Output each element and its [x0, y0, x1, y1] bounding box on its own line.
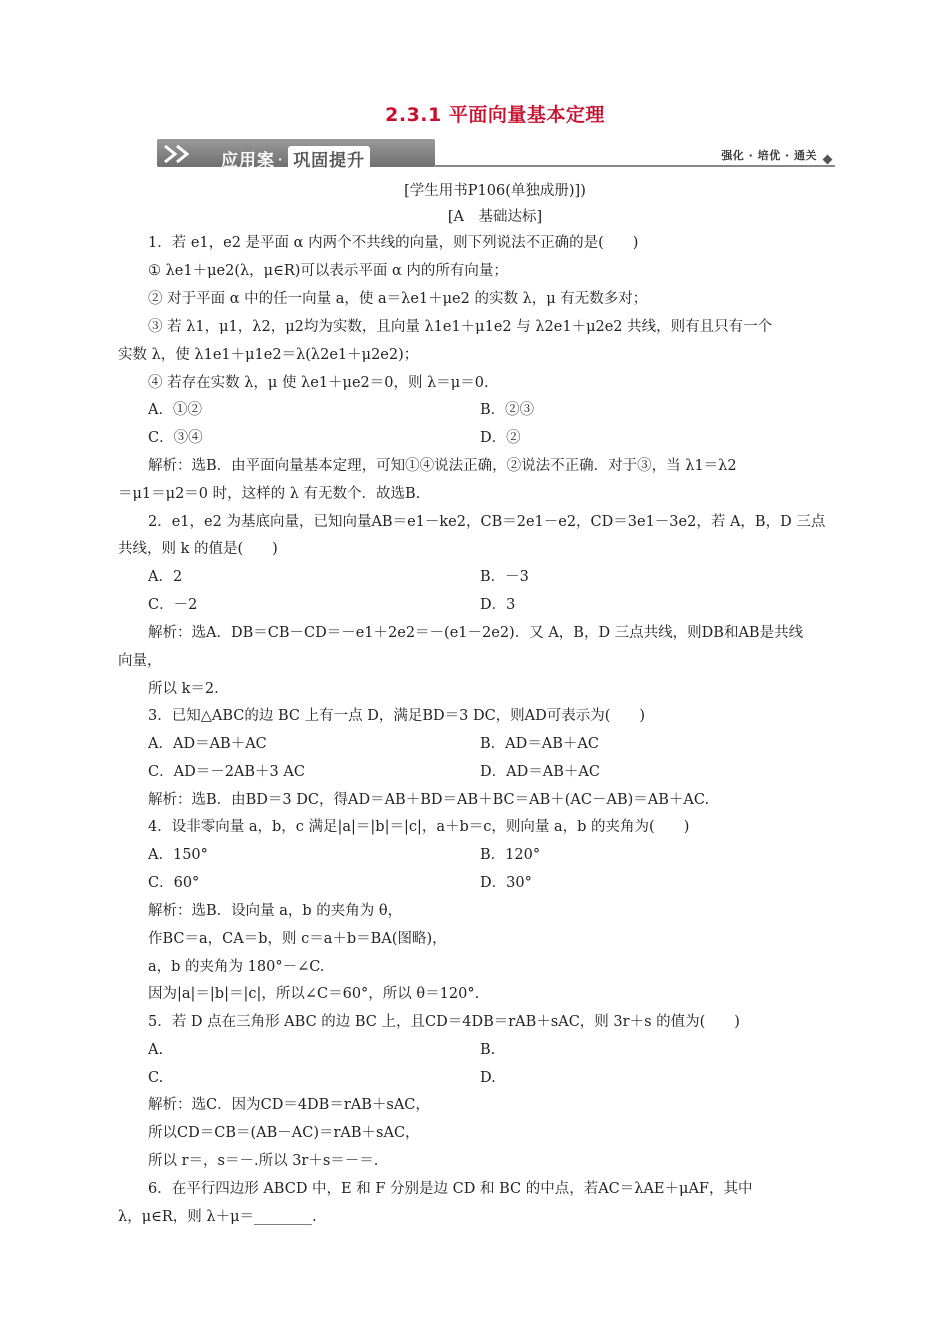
- option-d: D.: [480, 1070, 496, 1086]
- statement-3: ③ 若 λ1，μ1，λ2，μ2均为实数，且向量 λ1e1＋μ1e2 与 λ2e1＋μ2e2 共线，则有且只有一个: [148, 319, 773, 335]
- option-d: D．AD＝AB＋AC: [480, 764, 600, 780]
- diamond-icon: [823, 155, 833, 165]
- solution-2-conclusion: 所以 k＝2.: [148, 681, 219, 697]
- question-4: 4．设非零向量 a，b，c 满足|a|＝|b|＝|c|，a＋b＝c，则向量 a，b 的夹角为( ): [148, 819, 690, 835]
- option-c: C．－2: [148, 597, 198, 613]
- banner-rule: [435, 165, 835, 167]
- solution-1-cont: ＝μ1＝μ2＝0 时，这样的 λ 有无数个．故选B.: [118, 486, 421, 502]
- double-chevron-icon: [163, 145, 203, 163]
- solution-1: 解析：选B．由平面向量基本定理，可知①④说法正确，②说法不正确．对于③，当 λ1＝λ2: [148, 458, 737, 474]
- option-c: C．③④: [148, 430, 203, 446]
- banner-left-label: 应用案: [221, 151, 275, 171]
- statement-4: ④ 若存在实数 λ，μ 使 λe1＋μe2＝0，则 λ＝μ＝0.: [148, 375, 489, 391]
- solution-5: 解析：选C．因为CD＝4DB＝rAB＋sAC，: [148, 1097, 430, 1113]
- solution-5-step-1: 所以CD＝CB＝(AB－AC)＝rAB＋sAC，: [148, 1125, 420, 1141]
- option-c: C．60°: [148, 875, 200, 891]
- option-b: B.: [480, 1042, 496, 1058]
- solution-2: 解析：选A．DB＝CB－CD＝－e1＋2e2＝－(e1－2e2)．又 A，B，D 三点共线，则DB和AB是共线: [148, 625, 804, 641]
- option-a: A．150°: [148, 847, 208, 863]
- option-a: A．2: [148, 569, 183, 585]
- page-title: 2.3.1 平面向量基本定理: [385, 104, 605, 126]
- option-a: A.: [148, 1042, 164, 1058]
- option-a: A．AD＝AB＋AC: [148, 736, 267, 752]
- statement-1: ① λe1＋μe2(λ，μ∈R)可以表示平面 α 内的所有向量；: [148, 263, 508, 279]
- question-6-cont: λ，μ∈R，则 λ＋μ＝________.: [118, 1209, 317, 1225]
- option-c: C.: [148, 1070, 164, 1086]
- question-6: 6．在平行四边形 ABCD 中，E 和 F 分别是边 CD 和 BC 的中点，若AC＝λAE＋μAF，其中: [148, 1181, 753, 1197]
- option-c: C．AD＝－2AB＋3 AC: [148, 764, 305, 780]
- solution-2-cont: 向量，: [118, 653, 162, 669]
- solution-5-step-2: 所以 r＝，s＝－.所以 3r＋s＝－＝.: [148, 1153, 379, 1169]
- option-d: D．30°: [480, 875, 532, 891]
- banner-right-label: 巩固提升: [288, 146, 370, 171]
- solution-4-step-3: 因为|a|＝|b|＝|c|，所以∠C＝60°，所以 θ＝120°.: [148, 986, 480, 1002]
- solution-4-step-2: a，b 的夹角为 180°－∠C.: [148, 959, 325, 975]
- option-d: D．3: [480, 597, 516, 613]
- option-b: B．120°: [480, 847, 541, 863]
- question-2: 2．e1，e2 为基底向量，已知向量AB＝e1－ke2，CB＝2e1－e2，CD＝3e1－3e2，若 A，B，D 三点: [148, 514, 826, 530]
- solution-3: 解析：选B．由BD＝3 DC，得AD＝AB＋BD＝AB＋BC＝AB＋(AC－AB)＝AB＋AC.: [148, 792, 710, 808]
- source-note: [学生用书P106(单独成册)]): [404, 183, 586, 199]
- banner-text: [221, 146, 370, 171]
- option-b: B．②③: [480, 402, 535, 418]
- section-banner: [157, 135, 847, 171]
- banner-dot: ·: [278, 153, 284, 166]
- option-a: A．①②: [148, 402, 202, 418]
- banner-tagline: 强化 · 培优 · 通关: [721, 149, 817, 162]
- question-2-cont: 共线，则 k 的值是( ): [118, 541, 278, 557]
- banner-bar: [157, 139, 435, 171]
- option-d: D．②: [480, 430, 521, 446]
- solution-4-step-1: 作BC＝a，CA＝b，则 c＝a＋b＝BA(图略)，: [148, 931, 447, 947]
- option-b: B．－3: [480, 569, 529, 585]
- statement-3-cont: 实数 λ，使 λ1e1＋μ1e2＝λ(λ2e1＋μ2e2)；: [118, 347, 419, 363]
- question-3: 3．已知△ABC的边 BC 上有一点 D，满足BD＝3 DC，则AD可表示为( ): [148, 708, 646, 724]
- question-1: 1．若 e1，e2 是平面 α 内两个不共线的向量，则下列说法不正确的是( ): [148, 235, 639, 251]
- statement-2: ② 对于平面 α 中的任一向量 a，使 a＝λe1＋μe2 的实数 λ，μ 有无数多对；: [148, 291, 648, 307]
- option-b: B．AD＝AB＋AC: [480, 736, 599, 752]
- solution-4: 解析：选B．设向量 a，b 的夹角为 θ，: [148, 903, 403, 919]
- question-5: 5．若 D 点在三角形 ABC 的边 BC 上，且CD＝4DB＝rAB＋sAC，则 3r＋s 的值为( ): [148, 1014, 740, 1030]
- section-heading: [A 基础达标]: [447, 209, 543, 225]
